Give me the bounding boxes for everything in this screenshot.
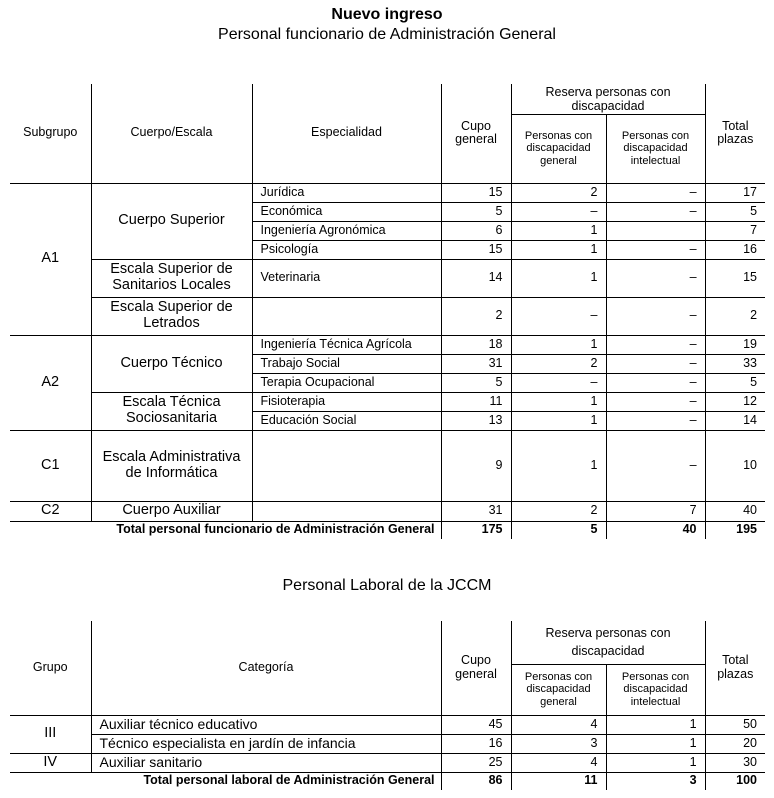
table-row [10,335,765,354]
gen-cell: – [511,297,606,335]
int-cell: – [606,354,705,373]
esp-cell: Ingeniería Técnica Agrícola [252,335,441,354]
cupo-cell: 9 [441,430,511,501]
total-cell: 2 [705,297,765,335]
gen-cell: – [511,373,606,392]
int-cell: 1 [606,715,705,734]
cupo-cell: 14 [441,259,511,297]
int-cell: – [606,240,705,259]
int-cell: – [606,259,705,297]
total-total: 195 [736,522,758,537]
total-int: 40 [606,521,705,539]
laboral-title: Personal Laboral de la JCCM [282,577,492,594]
gen-cell: 1 [511,240,606,259]
cupo-cell: 11 [441,392,511,411]
total-cell: 10 [705,430,765,501]
table-row [10,183,765,202]
gen-cell: 2 [511,183,606,202]
total-cell: 7 [705,221,765,240]
cuerpo-auxiliar: Cuerpo Auxiliar [91,501,252,521]
cupo-cell: 6 [441,221,511,240]
gen-cell: – [511,202,606,221]
cat-cell: Auxiliar técnico educativo [91,715,441,734]
esp-cell: Educación Social [252,411,441,430]
cupo-cell: 13 [441,411,511,430]
laboral-table [10,621,765,790]
header-total: Total plazas [705,84,765,183]
int-cell: 7 [606,501,705,521]
int-cell: – [606,202,705,221]
total-cell: 33 [705,354,765,373]
cupo-cell: 31 [441,354,511,373]
total-cell: 5 [705,202,765,221]
header-cupo: Cupo general [441,84,511,183]
gen-cell: 1 [511,259,606,297]
table-row [10,715,765,734]
total-cell: 14 [705,411,765,430]
int-cell: 1 [606,753,705,772]
int-cell [606,221,705,240]
group-iii: III [10,715,91,753]
gen-cell: 1 [511,411,606,430]
total-gen: 11 [511,772,606,790]
int-cell: – [606,373,705,392]
group-a1: A1 [10,183,91,335]
int-cell: – [606,335,705,354]
total-cupo: 175 [441,521,511,539]
cupo-cell: 5 [441,373,511,392]
group-c2: C2 [10,501,91,521]
cupo-cell: 31 [441,501,511,521]
cuerpo-informatica: Escala Administrativa de Informática [91,430,252,501]
total-label: Total personal laboral de Administración General [10,772,441,790]
int-cell: – [606,183,705,202]
table-row [10,753,765,772]
int-cell: – [606,297,705,335]
total-gen: 5 [511,521,606,539]
esp-cell: Fisioterapia [252,392,441,411]
header-subgrupo: Subgrupo [10,84,91,183]
total-cell: 12 [705,392,765,411]
int-cell: – [606,392,705,411]
esp-cell: Veterinaria [252,259,441,297]
header-total: Total plazas [705,621,765,715]
total-cell: 20 [705,734,765,753]
gen-cell: 1 [511,221,606,240]
funcionario-table [10,84,765,539]
cuerpo-sanitarios: Escala Superior de Sanitarios Locales [91,259,252,297]
header-cuerpo: Cuerpo/Escala [91,84,252,183]
table-row [10,501,765,521]
header-cupo: Cupo general [441,621,511,715]
cuerpo-superior: Cuerpo Superior [91,183,252,259]
total-cupo: 86 [441,772,511,790]
esp-cell: Ingeniería Agronómica [252,221,441,240]
gen-cell: 1 [511,430,606,501]
gen-cell: 1 [511,335,606,354]
cat-cell: Técnico especialista en jardín de infancia [91,734,441,753]
group-a2: A2 [10,335,91,430]
total-row [10,521,765,539]
cupo-cell: 15 [441,183,511,202]
cupo-cell: 15 [441,240,511,259]
header-reserva: Reserva personas con discapacidad [511,84,705,114]
int-cell: 1 [606,734,705,753]
page-title: Nuevo ingreso [331,6,443,23]
group-iv: IV [10,753,91,772]
total-cell: 30 [705,753,765,772]
cupo-cell: 18 [441,335,511,354]
esp-cell [252,297,441,335]
esp-cell [252,501,441,521]
total-label: Total personal funcionario de Administración General [10,521,441,539]
total-row [10,772,765,790]
gen-cell: 1 [511,392,606,411]
cuerpo-letrados: Escala Superior de Letrados [91,297,252,335]
esp-cell [252,430,441,501]
cupo-cell: 5 [441,202,511,221]
page-subtitle: Personal funcionario de Administración General [218,26,556,43]
total-cell: 5 [705,373,765,392]
gen-cell: 2 [511,501,606,521]
total-cell: 16 [705,240,765,259]
header-disc-general: Personas con discapacidad general [511,114,606,183]
gen-cell: 3 [511,734,606,753]
cupo-cell: 45 [441,715,511,734]
gen-cell: 2 [511,354,606,373]
gen-cell: 4 [511,715,606,734]
header-especialidad: Especialidad [252,84,441,183]
int-cell: – [606,430,705,501]
total-total: 100 [736,773,758,788]
table-row [10,430,765,501]
esp-cell: Psicología [252,240,441,259]
int-cell: – [606,411,705,430]
total-cell: 50 [705,715,765,734]
header-reserva: Reserva personas con discapacidad [511,621,705,664]
esp-cell: Jurídica [252,183,441,202]
header-categoria: Categoría [91,621,441,715]
total-cell: 17 [705,183,765,202]
header-disc-intelectual: Personas con discapacidad intelectual [606,114,705,183]
esp-cell: Económica [252,202,441,221]
total-cell: 40 [705,501,765,521]
total-cell: 15 [705,259,765,297]
header-disc-intelectual: Personas con discapacidad intelectual [606,664,705,715]
cupo-cell: 2 [441,297,511,335]
esp-cell: Terapia Ocupacional [252,373,441,392]
cupo-cell: 16 [441,734,511,753]
cupo-cell: 25 [441,753,511,772]
table-row [10,297,765,335]
header-disc-general: Personas con discapacidad general [511,664,606,715]
cuerpo-tecnico: Cuerpo Técnico [91,335,252,392]
total-int: 3 [606,772,705,790]
group-c1: C1 [10,430,91,501]
table-row [10,734,765,753]
table-row [10,259,765,297]
cuerpo-sociosanitaria: Escala Técnica Sociosanitaria [91,392,252,430]
cat-cell: Auxiliar sanitario [91,753,441,772]
header-grupo: Grupo [10,621,91,715]
table-row [10,392,765,411]
gen-cell: 4 [511,753,606,772]
total-cell: 19 [705,335,765,354]
esp-cell: Trabajo Social [252,354,441,373]
